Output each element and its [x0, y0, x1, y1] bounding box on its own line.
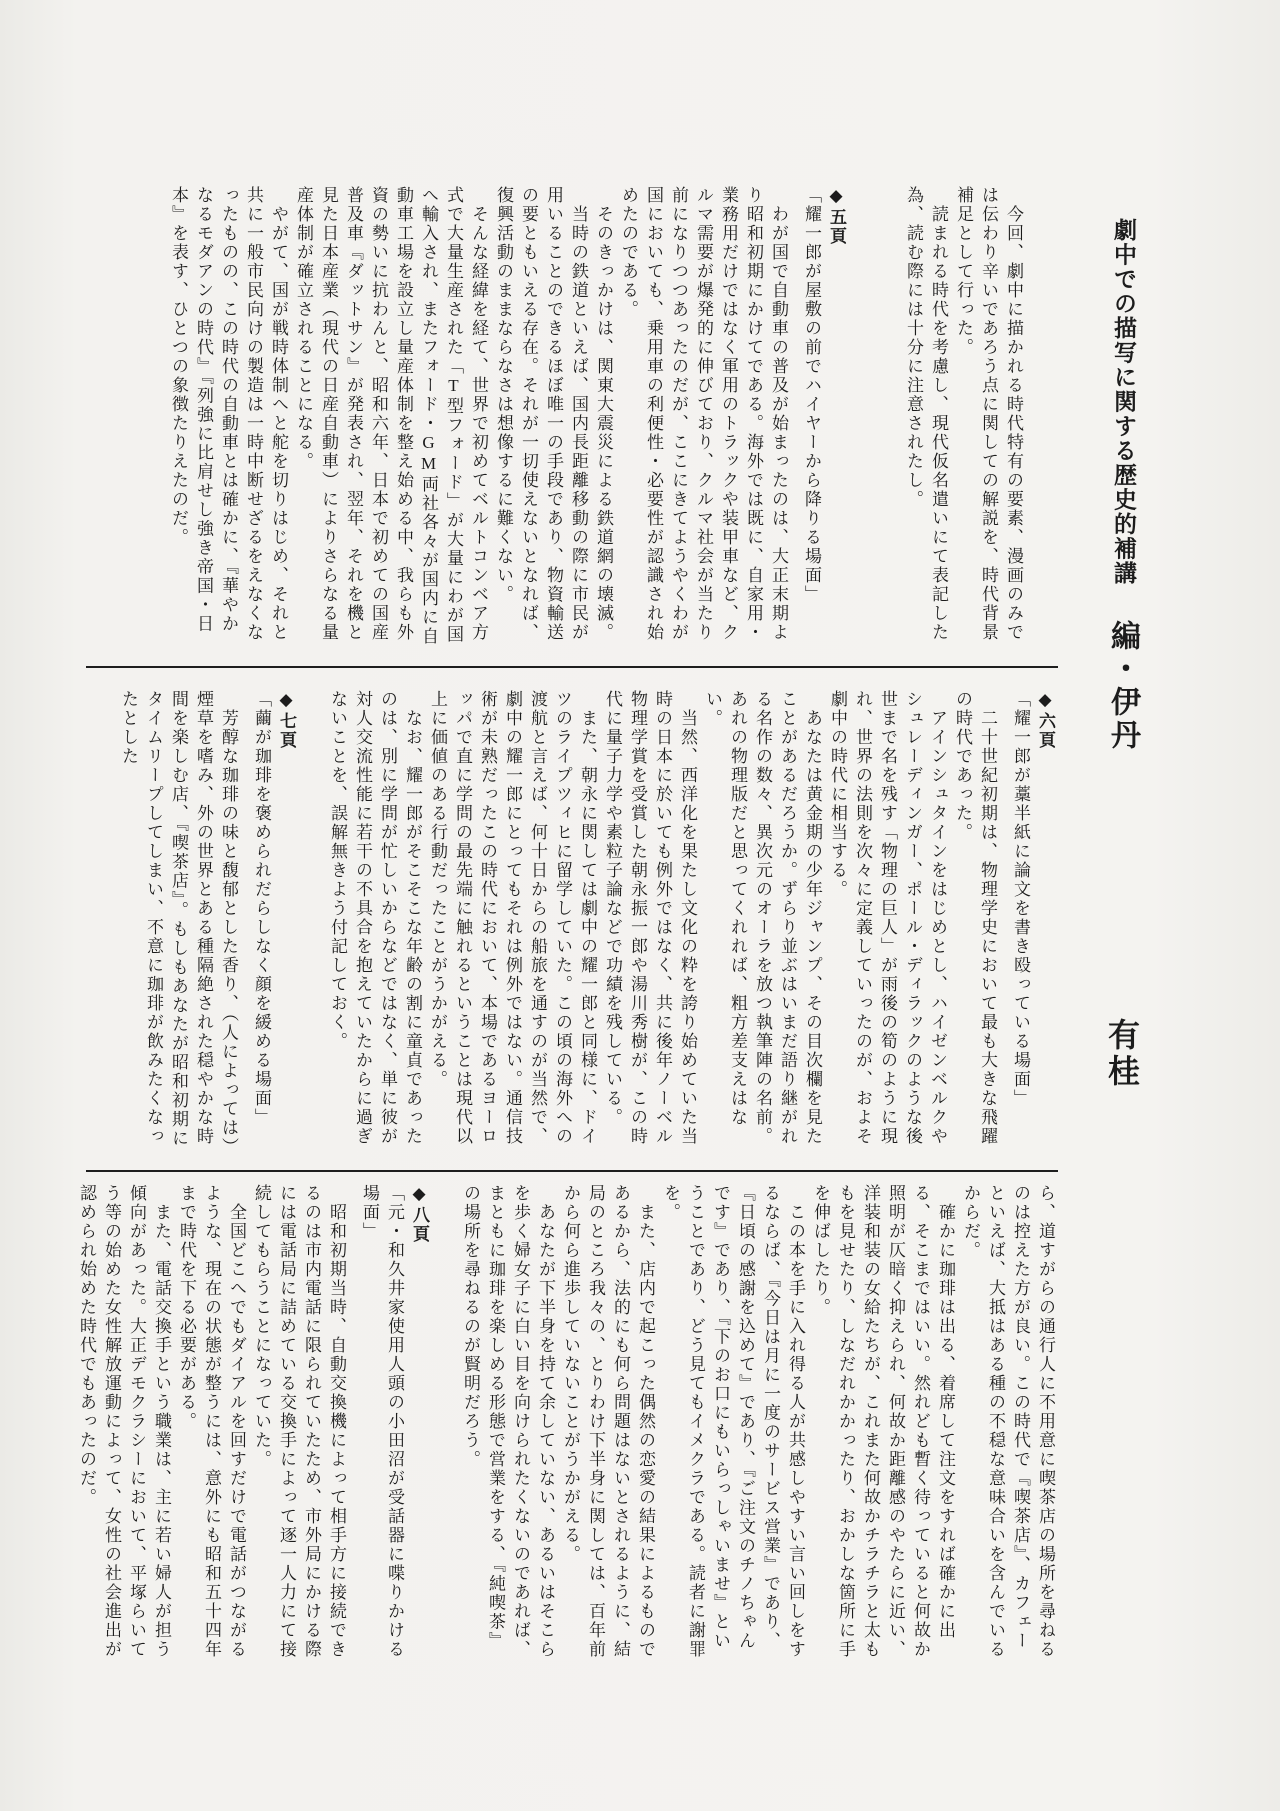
- editor-credit-label: 編・伊丹: [1106, 620, 1139, 752]
- column-gap: [849, 186, 901, 648]
- scene-caption-page7: 「繭が珈琲を褒められだらしなく顔を緩める場面」: [252, 690, 271, 1127]
- section-body-page5: [166, 186, 791, 648]
- paragraph: あなたは黄金期の少年ジャンプ、その目次欄を見たことがあるだろうか。ずらり並ぶはいまだ語り継がれる名作の数々、異次元のオーラを放つ執筆陣の名前。あれの物理版だと思ってくれれば、粗方差支えはない。: [703, 690, 822, 1146]
- paragraph: あなたが下半身を持て余していない、あるいはそこらを歩く婦女子に白い目を向けられたくないのであれば、まともに珈琲を楽しめる形態で営業をする、『純喫茶』の場所を尋ねるのが賢明だろう。: [461, 1184, 555, 1659]
- section-heading-page6: ◆六頁: [1036, 690, 1055, 750]
- paragraph: 芳醇な珈琲の味と馥郁とした香り、（人によっては）煙草を嗜み、外の世界とある種隔絶された穏やかな時間を楽しむ店、『喫茶店』。もしもあなたが昭和初期にタイムリープしてしまい、不意に珈琲が飲みたくなったとした: [119, 690, 238, 1157]
- scene-caption-page8: 「元・和久井家使用人頭の小田沼が受話器に喋りかける場面」: [360, 1184, 404, 1659]
- page-title: 劇中での描写に関する歴史的補講: [1111, 218, 1136, 586]
- paragraph: 二十世紀初期は、物理学史において最も大きな飛躍の時代であった。: [953, 690, 997, 1146]
- paragraph: また、店内で起こった偶然の恋愛の結果によるものであるから、法的にも何ら問題はないとされるように、結局のところ我々の、とりわけ下半身に関しては、百年前から何ら進歩していないことがうかがえる。: [561, 1184, 655, 1659]
- paragraph: 当然、西洋化を果たし文化の粋を誇り始めていた当時の日本に於いても例外ではなく、共に後年ノーベル物理学賞を受賞した朝永振一郎や湯川秀樹が、この時代に量子力学や素粒子論などで功績を残している。: [603, 690, 697, 1146]
- paragraph: そんな経緯を経て、世界で初めてベルトコンベア方式で大量生産された「T型フォード」が大量にわが国へ輸入され、またフォード・GM両社各々が国内に自動車工場を設立し量産体制を整え始める中、我らも外資の勢いに抗わんと、昭和六年、日本で初めての国産普及車『ダットサン』が発表され、翌年、それを機と見た日本産業（現代の日産自動車）によりさらなる量産体制が確立されることになる。: [294, 186, 488, 646]
- paragraph: また、朝永に関しては劇中の耀一郎と同様に、ドイツのライプツィヒに留学していた。この頃の海外への渡航と言えば、何十日からの船旅を通すのが当然で、劇中の耀一郎にとってもそれは例外ではない。通信技術が未熟だったこの時代において、本場であるヨーロッパで直に学問の最先端に触れるということは現代以上に価値のある行動だったことがうかがえる。: [428, 690, 597, 1146]
- paragraph: なお、耀一郎がそこそこな年齢の割に童貞であったのは、別に学問が忙しいからなどではなく、単に彼が対人交流性能に若干の不具合を抱えていたからに過ぎないことを、誤解無きよう付記しておく。: [328, 690, 422, 1146]
- paragraph: 確かに珈琲は出る、着席して注文をすれば確かに出る、そこまではいい。然れども暫く待っていると何故か照明が仄暗く抑えられ、何故か距離感のやたらに近い、洋装和装の女給たちが、これまた何故かチラチラと太ももを見せたり、しなだれかかったり、おかしな箇所に手を伸ばしたり。: [811, 1184, 955, 1659]
- paragraph: やがて、国が戦時体制へと舵を切りはじめ、それと共に一般市民向けの製造は一時中断せざるをえなくなったものの、この時代の自動車とは確かに、『華やかなるモダアンの時代』『列強に比肩せし強き帝国・日本』を表す、ひとつの象徴たりえたのだ。: [169, 186, 288, 642]
- scene-caption-page6: 「耀一郎が藁半紙に論文を書き殴っている場面」: [1011, 690, 1030, 1108]
- column-gap: [432, 1184, 458, 1662]
- band-top: [166, 186, 1026, 648]
- paragraph: また、電話交換手という職業は、主に若い婦人が担う傾向があった。大正デモクラシーにおいて、平塚らいてう等の始めた女性解放運動によって、女性の社会進出が認められ始めた時代でもあったのだ。: [77, 1184, 171, 1659]
- band-bottom: [77, 1184, 1058, 1662]
- paragraph: 全国どこへでもダイアルを回すだけで電話がつながるような、現在の状態が整うには、意外にも昭和五十四年まで時代を下る必要がある。: [177, 1184, 246, 1659]
- section-body-page7-continued: [458, 1184, 1058, 1662]
- foreword-paragraphs: [901, 186, 1026, 648]
- section-body-page8: [74, 1184, 349, 1662]
- scene-caption-page5: 「耀一郎が屋敷の前でハイヤーから降りる場面」: [802, 186, 821, 604]
- column-gap: [299, 690, 325, 1158]
- paragraph: ら、道すがらの通行人に不用意に喫茶店の場所を尋ねるのは控えた方が良い。この時代で『喫茶店』、カフェーといえば、大抵はある種の不穏な意味合いを含んでいるからだ。: [961, 1184, 1055, 1659]
- section-heading-page5: ◆五頁: [827, 186, 846, 246]
- section-body-page6: [325, 690, 1000, 1158]
- section-divider-rule-2: [86, 1170, 1058, 1172]
- band-middle: [119, 690, 1058, 1158]
- paragraph: この本を手に入れ得る人が共感しやすい言い回しをするならば、『今日は月に一度のサービス営業』であり、『日頃の感謝を込めて』であり、『ご注文のチノちゃんです』であり、『下のお口にもいらっしゃいませ』ということであり、どう見てもイメクラである。読者に謝罪を。: [661, 1184, 805, 1659]
- paragraph: 読まれる時代を考慮し、現代仮名遣いにて表記した為、読む際には十分に注意されたし。: [904, 186, 948, 642]
- paragraph: そのきっかけは、関東大震災による鉄道網の壊滅。: [594, 186, 613, 642]
- paragraph: 当時の鉄道といえば、国内長距離移動の際に市民が用いることのできるほぼ唯一の手段であり、物資輸送の要ともいえる存在。それが一切使えないとなれば、復興活動のままならなさは想像するに難くない。: [494, 186, 588, 642]
- paragraph: 昭和初期当時、自動交換機によって相手方に接続できるのは市内電話に限られていたため、市外局にかける際には電話局に詰めている交換手によって逐一人力にて接続してもらうことになっていた。: [252, 1184, 346, 1659]
- paragraph: 今回、劇中に描かれる時代特有の要素、漫画のみでは伝わり辛いであろう点に関しての解説を、時代背景補足として行った。: [954, 186, 1023, 642]
- section-heading-page7: ◆七頁: [277, 690, 296, 750]
- section-body-page7: [116, 690, 241, 1158]
- paragraph: わが国で自動車の普及が始まったのは、大正末期より昭和初期にかけてである。海外では既に、自家用・業務用だけではなく軍用のトラックや装甲車など、クルマ需要が爆発的に伸びており、クルマ社会が当たり前になりつつあったのだが、ここにきてようやくわが国においても、乗用車の利便性・必要性が認識され始めたのである。: [619, 186, 788, 642]
- editor-credit-name: 有桂: [1104, 1018, 1140, 1090]
- section-heading-page8: ◆八頁: [410, 1184, 429, 1244]
- paragraph: アインシュタインをはじめとし、ハイゼンベルクやシュレーディンガー、ポール・ディラックのような後世まで名を残す「物理の巨人」が雨後の筍のように現れ、世界の法則を次々に定義していったのが、およそ劇中の時代に相当する。: [828, 690, 947, 1146]
- section-divider-rule-1: [86, 666, 1058, 668]
